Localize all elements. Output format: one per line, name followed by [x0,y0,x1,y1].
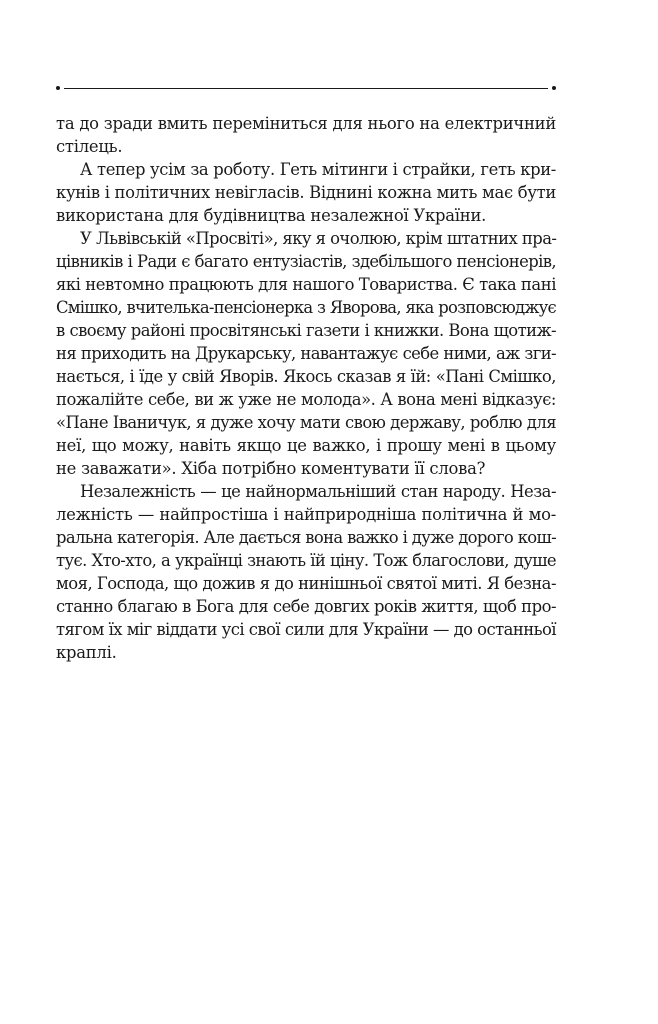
text-line: кунів і політичних невігласів. Віднині кожна мить має бути [56,183,557,202]
rule-line [64,88,548,89]
text-line: «Пане Іваничук, я дуже хочу мати свою державу, роблю для [56,413,556,432]
text-line: лежність — найпростіша і найприродніша політична й мо- [56,505,556,524]
text-line: цівників і Ради є багато ентузіастів, здебільшого пенсіонерів, [56,252,556,271]
text-line: тує. Хто-хто, а українці знають їй ціну. Тож благослови, душе [56,551,556,570]
header-rule [56,86,556,92]
text-line: які невтомно працюють для нашого Товариства. Є така пані [56,275,556,294]
text-line: ня приходить на Друкарську, навантажує себе ними, аж зги- [56,344,556,363]
text-line: тягом їх міг віддати усі свої сили для України — до останньої [56,620,556,639]
text-line: та до зради вмить переміниться для нього на електричний [56,114,556,133]
text-line: Смішко, вчителька-пенсіонерка з Яворова, яка розповсюджує [56,298,556,317]
text-line: У Львівській «Просвіті», яку я очолюю, крім штатних пра- [80,229,557,248]
text-line: неї, що можу, навіть якщо це важко, і прошу мені в цьому [56,436,556,455]
text-line: Незалежність — це найнормальніший стан народу. Неза- [80,482,556,501]
text-line: пожалійте себе, ви ж уже не молода». А вона мені відказує: [56,390,556,409]
text-line: в своєму районі просвітянські газети і книжки. Вона щотиж- [56,321,556,340]
text-line: моя, Господа, що дожив я до нинішньої святої миті. Я безна- [56,574,556,593]
text-line: нається, і їде у свій Яворів. Якось сказав я їй: «Пані Смішко, [56,367,556,386]
text-line: використана для будівництва незалежної України. [56,206,487,225]
rule-dot-left [56,86,60,90]
text-line: станно благаю в Бога для себе довгих років життя, щоб про- [56,597,556,616]
text-line: краплі. [56,643,117,662]
text-line: А тепер усім за роботу. Геть мітинги і страйки, геть кри- [80,160,556,179]
body-text [56,112,556,664]
text-line: не заважати». Хіба потрібно коментувати її слова? [56,459,486,478]
rule-dot-right [552,86,556,90]
text-line: ральна категорія. Але дається вона важко і дуже дорого кош- [56,528,556,547]
text-line: стілець. [56,137,123,156]
